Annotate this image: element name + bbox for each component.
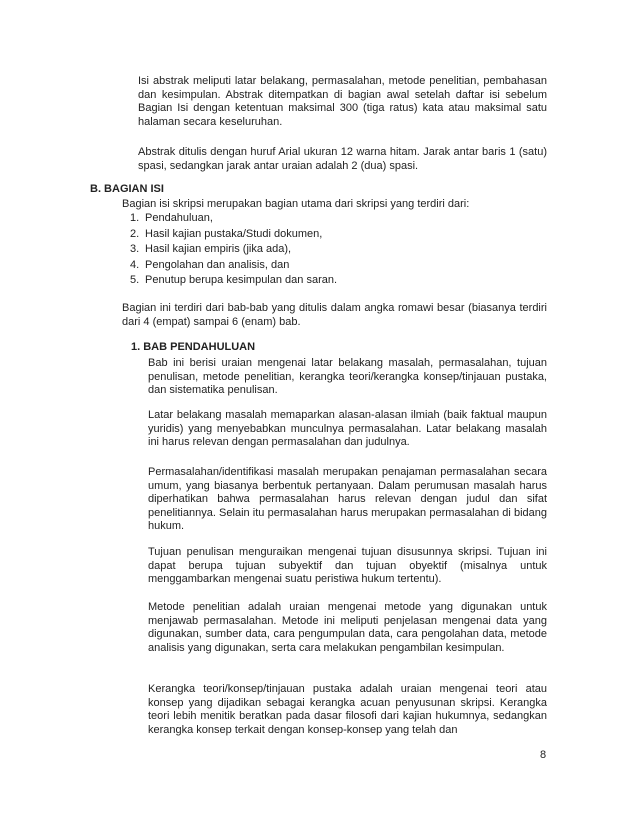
list-number: 1. (130, 212, 140, 224)
list-text: Pendahuluan, (145, 212, 213, 224)
bab1-paragraph-4: Tujuan penulisan menguraikan mengenai tujuan disusunnya skripsi. Tujuan ini dapat berupa tujuan subyektif dan tujuan obyektif (misalnya untuk menggambarkan mengenai suatu peristiwa hukum tertentu). (148, 546, 547, 585)
bab1-paragraph-2: Latar belakang masalah memaparkan alasan-alasan ilmiah (baik faktual maupun yuridis) yang menyebabkan munculnya permasalahan. Latar belakang masalah ini harus relevan dengan permasalahan dan judulnya. (148, 409, 547, 448)
list-number: 2. (130, 227, 140, 240)
list-item (130, 273, 530, 289)
list-text: Penutup berupa kesimpulan dan saran. (145, 274, 338, 286)
abstract-paragraph-2: Abstrak ditulis dengan huruf Arial ukuran 12 warna hitam. Jarak antar baris 1 (satu) spasi, sedangkan jarak antar uraian adalah 2 (dua) spasi. (138, 146, 547, 172)
list-text: Hasil kajian empiris (jika ada), (145, 243, 292, 255)
list-item (130, 211, 530, 227)
section-b-heading: B. BAGIAN ISI (90, 183, 164, 195)
section-b-intro: Bagian isi skripsi merupakan bagian utama dari skripsi yang terdiri dari: (122, 198, 470, 210)
list-text: Hasil kajian pustaka/Studi dokumen, (145, 227, 323, 240)
list-number: 5. (130, 274, 140, 286)
section-b-list (130, 211, 530, 289)
list-item (130, 242, 530, 258)
page-number: 8 (540, 749, 547, 761)
list-item (130, 258, 530, 274)
bab1-paragraph-1: Bab ini berisi uraian mengenai latar belakang masalah, permasalahan, tujuan penulisan, metode penelitian, kerangka teori/kerangka konsep/tinjauan pustaka, dan sistematika penulisan. (148, 357, 547, 396)
list-number: 4. (130, 258, 140, 271)
bab1-heading: 1. BAB PENDAHULUAN (131, 341, 256, 353)
list-text: Pengolahan dan analisis, dan (145, 258, 290, 271)
bab1-paragraph-6: Kerangka teori/konsep/tinjauan pustaka adalah uraian mengenai teori atau konsep yang dijadikan sebagai kerangka acuan penyusunan skripsi. Kerangka teori lebih menitik beratkan pada dasar filosofi dari kajian hukumnya, sedangkan kerangka konsep terkait dengan konsep-konsep yang telah dan (148, 683, 547, 736)
abstract-paragraph-1: Isi abstrak meliputi latar belakang, permasalahan, metode penelitian, pembahasan dan kesimpulan. Abstrak ditempatkan di bagian awal setelah daftar isi sebelum Bagian Isi dengan ketentuan maksimal 300 (tiga ratus) kata atau maksimal satu halaman secara keseluruhan. (138, 75, 547, 128)
section-b-note: Bagian ini terdiri dari bab-bab yang ditulis dalam angka romawi besar (biasanya terdiri dari 4 (empat) sampai 6 (enam) bab. (122, 302, 547, 328)
list-item (130, 227, 530, 243)
bab1-paragraph-3: Permasalahan/identifikasi masalah merupakan penajaman permasalahan secara umum, yang biasanya berbentuk pertanyaan. Dalam perumusan masalah harus diperhatikan bahwa permasalahan harus relevan dengan judul dan sifat penelitiannya. Selain itu permasalahan harus merupakan permasalahan di bidang hukum. (148, 466, 547, 532)
list-number: 3. (130, 243, 140, 255)
bab1-paragraph-5: Metode penelitian adalah uraian mengenai metode yang digunakan untuk menjawab permasalahan. Metode ini meliputi penjelasan mengenai data yang digunakan, sumber data, cara pengumpulan data, cara pengolahan data, metode analisis yang digunakan, serta cara melakukan pengambilan kesimpulan. (148, 601, 547, 654)
